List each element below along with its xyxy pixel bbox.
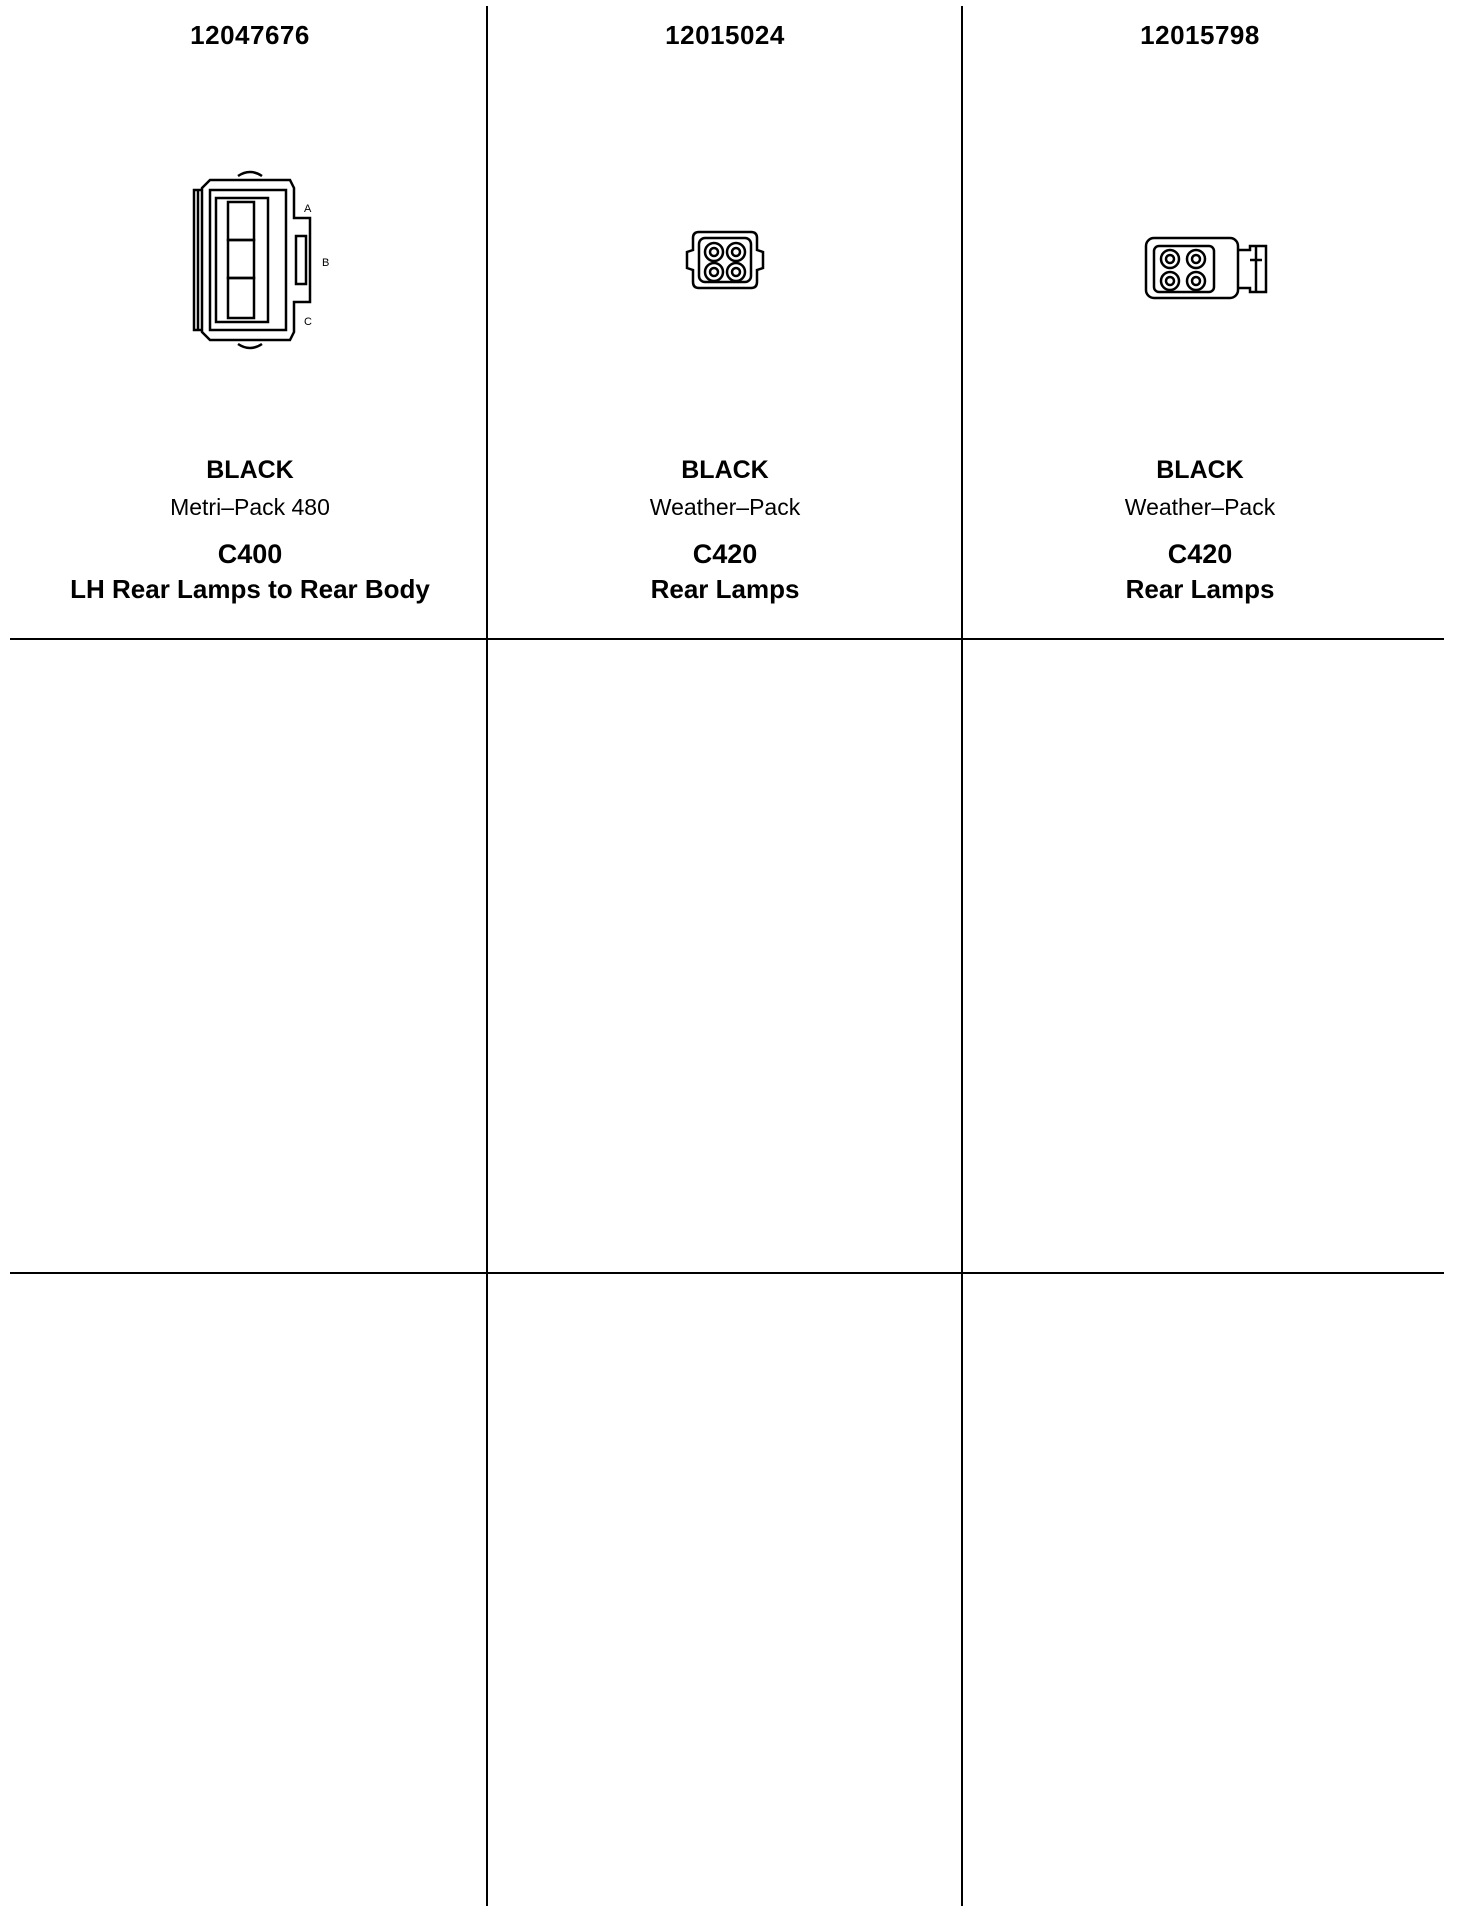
- part-number: 12015798: [1140, 20, 1260, 50]
- row-divider-1: [10, 638, 1444, 640]
- part-number: 12047676: [190, 20, 310, 50]
- connector-location: LH Rear Lamps to Rear Body: [70, 574, 430, 604]
- cavity-label-a: A: [304, 203, 312, 215]
- connector-id: C400: [217, 539, 283, 569]
- connector-family: Weather–Pack: [649, 494, 801, 520]
- connector-family: Metri–Pack 480: [170, 494, 330, 520]
- connector-id: C420: [692, 539, 758, 569]
- connector-id: C420: [1167, 539, 1233, 569]
- 3-pin-connector-icon: [15, 160, 485, 380]
- connector-family: Weather–Pack: [1124, 494, 1276, 520]
- part-number: 12015024: [665, 20, 785, 50]
- connector-color: BLACK: [681, 456, 769, 484]
- cavity-label-c: C: [304, 316, 312, 328]
- column-divider-2: [961, 6, 963, 1906]
- connector-location: Rear Lamps: [650, 574, 800, 604]
- 4-pin-square-connector-icon: [965, 160, 1435, 380]
- cavity-label-b: B: [322, 257, 330, 269]
- row-divider-2: [10, 1272, 1444, 1274]
- connector-location: Rear Lamps: [1125, 574, 1275, 604]
- connector-color: BLACK: [1156, 456, 1244, 484]
- connector-color: BLACK: [206, 456, 294, 484]
- 4-pin-round-connector-icon: [490, 160, 960, 380]
- column-divider-1: [486, 6, 488, 1906]
